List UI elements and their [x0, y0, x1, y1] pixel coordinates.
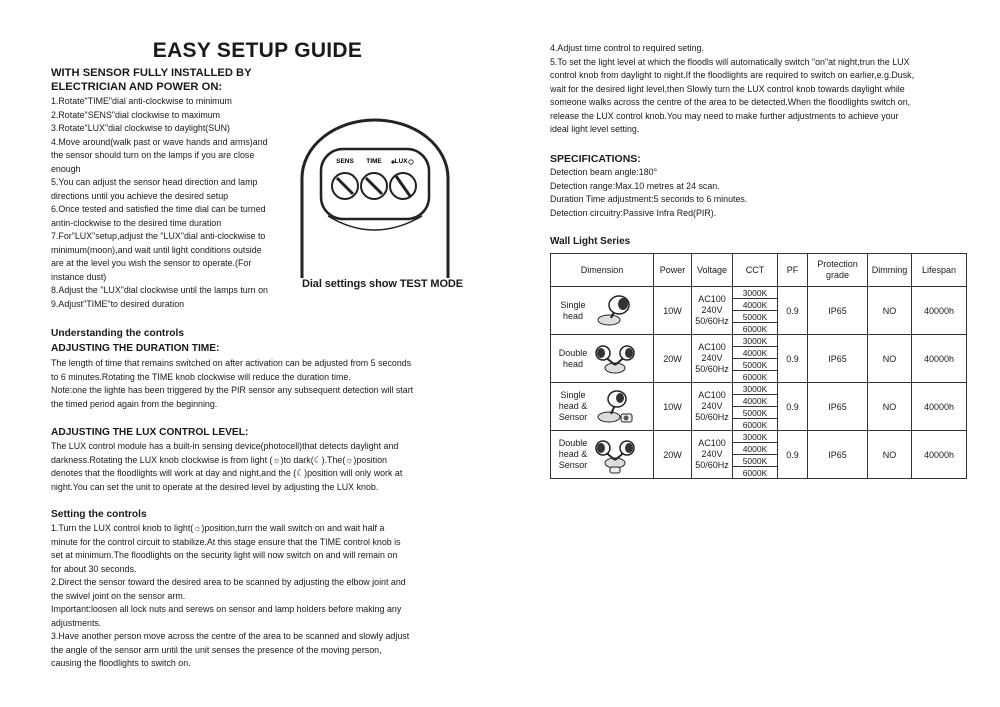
- text-line: 3.Have another person move across the centre of the area to be scanned and slowly adjust: [51, 631, 410, 641]
- lux-heading: ADJUSTING THE LUX CONTROL LEVEL:: [51, 427, 249, 438]
- duration-text: [51, 357, 413, 411]
- table-row: [551, 431, 967, 443]
- text-line: 2.Direct the sensor toward the desired area to be scanned by adjusting the elbow joint and: [51, 577, 406, 587]
- voltage-line: 240V: [701, 305, 723, 315]
- text-line: denotes that the floodlights will work at day and night,and the (☾)position will only work at: [51, 468, 403, 478]
- cell-cct: 4000K: [733, 395, 778, 407]
- text-line: 1.Turn the LUX control knob to light(☼)position,turn the wall switch on and wait half a: [51, 523, 385, 533]
- single-head-lamp-icon: [595, 290, 635, 332]
- header-voltage: Voltage: [692, 254, 733, 287]
- voltage-line: AC100: [698, 342, 726, 352]
- lux-text: [51, 440, 402, 494]
- lux-dial: [390, 173, 416, 199]
- text-line: 7.For"LUX"setup,adjust the "LUX"dial anti-clockwise to: [51, 231, 266, 241]
- cell-protection: IP65: [808, 383, 868, 431]
- voltage-line: AC100: [698, 294, 726, 304]
- cell-cct: 5000K: [733, 455, 778, 467]
- cell-pf: 0.9: [778, 287, 808, 335]
- page-title: EASY SETUP GUIDE: [152, 39, 363, 62]
- cell-lifespan: 40000h: [912, 335, 967, 383]
- sun-icon: [391, 160, 394, 163]
- cell-voltage: [692, 287, 733, 335]
- header-lifespan: Lifespan: [912, 254, 967, 287]
- cell-pf: 0.9: [778, 335, 808, 383]
- text-line: Detection circuitry:Passive Infra Red(PIR).: [550, 207, 717, 218]
- understanding-heading: Understanding the controls: [51, 328, 185, 339]
- text-line: Important:loosen all lock nuts and serews on sensor and lamp holders before making any: [51, 604, 402, 614]
- cell-pf: 0.9: [778, 383, 808, 431]
- cell-cct: 6000K: [733, 323, 778, 335]
- dimension-label: Double head: [558, 347, 588, 369]
- voltage-line: 240V: [701, 401, 723, 411]
- cell-protection: IP65: [808, 431, 868, 479]
- continued-steps: [550, 42, 914, 137]
- cell-cct: 6000K: [733, 467, 778, 479]
- header-power: Power: [654, 254, 692, 287]
- cell-dimming: NO: [868, 335, 912, 383]
- cell-protection: IP65: [808, 335, 868, 383]
- sensor-dial-illustration: [296, 116, 454, 278]
- text-line: Detection beam angle:180°: [550, 167, 658, 177]
- wall-light-table: [550, 253, 967, 479]
- voltage-line: 50/60Hz: [695, 364, 729, 374]
- setting-text: [51, 522, 409, 671]
- text-line: 5.To set the light level at which the floodls will automatically switch "on"at night,trun the LUX: [550, 56, 910, 67]
- cell-dimension: [551, 287, 654, 335]
- cell-cct: 5000K: [733, 407, 778, 419]
- dimension-label: Double head & Sensor: [558, 438, 588, 470]
- cell-power: 10W: [654, 287, 692, 335]
- text-line: the swivel joint on the sensor arm.: [51, 590, 186, 601]
- single-head-sensor-lamp-icon: [595, 386, 635, 428]
- text-line: the angle of the sensor arm until the unit senses the presence of the moving person,: [51, 644, 382, 655]
- specifications-list: [550, 166, 747, 220]
- text-line: Detection range:Max.10 metres at 24 scan.: [550, 180, 720, 191]
- double-head-lamp-icon: [595, 338, 635, 380]
- text-line: 5.You can adjust the sensor head direction and lamp: [51, 177, 258, 187]
- text-line: 6.Once tested and satisfied the time dial can be turned: [51, 204, 266, 214]
- text-line: adjustments.: [51, 617, 102, 628]
- cell-cct: 5000K: [733, 311, 778, 323]
- dial-caption: Dial settings show TEST MODE: [302, 278, 463, 290]
- text-line: 1.Rotate"TIME"dial anti-clockwise to minimum: [51, 96, 232, 106]
- text-line: set at minimum.The floodlights on the security light will now switch on and will remain on: [51, 550, 398, 560]
- text-line: The length of time that remains switched on after activation can be adjusted from 5 seconds: [51, 358, 412, 368]
- text-line: Duration Time adjustment:5 seconds to 6 minutes.: [550, 194, 748, 204]
- voltage-line: 50/60Hz: [695, 412, 729, 422]
- header-pf: PF: [778, 254, 808, 287]
- cell-power: 20W: [654, 431, 692, 479]
- text-line: someone walks across the centre of the area to be detected.When the floodlights switch on,: [550, 97, 911, 107]
- voltage-line: AC100: [698, 390, 726, 400]
- cell-cct: 3000K: [733, 383, 778, 395]
- text-line: night.You can set the unit to operate at the desired level by adjusting the LUX knob.: [51, 481, 379, 492]
- voltage-line: 50/60Hz: [695, 460, 729, 470]
- text-line: to 6 minutes.Rotating the TIME knob clockwise will reduce the duration time.: [51, 371, 351, 382]
- text-line: the timed period again from the beginning.: [51, 398, 218, 409]
- time-label: TIME: [366, 158, 382, 165]
- cell-cct: 6000K: [733, 419, 778, 431]
- cell-dimension: [551, 431, 654, 479]
- double-head-sensor-lamp-icon: [595, 434, 635, 476]
- cell-dimension: [551, 335, 654, 383]
- text-line: 4.Adjust time control to required seting.: [550, 43, 704, 53]
- header-protection: Protection grade: [808, 254, 868, 287]
- cell-voltage: [692, 383, 733, 431]
- cell-voltage: [692, 431, 733, 479]
- text-line: 4.Move around(walk past or wave hands and arms)and: [51, 136, 268, 147]
- text-line: Note:one the lighte has been triggered by the PIR sensor any subsequent detection will start: [51, 385, 414, 395]
- cell-power: 20W: [654, 335, 692, 383]
- cell-dimension: [551, 383, 654, 431]
- intro-heading-line: WITH SENSOR FULLY INSTALLED BY: [51, 67, 252, 79]
- text-line: wait for the desired light level,then Slowly turn the LUX control knob towards daylight while: [550, 83, 905, 94]
- cell-pf: 0.9: [778, 431, 808, 479]
- series-heading: Wall Light Series: [550, 236, 631, 247]
- text-line: causing the floodlights to switch on.: [51, 658, 191, 668]
- header-dimming: Dimming: [868, 254, 912, 287]
- dimension-label: Single head & Sensor: [558, 390, 588, 422]
- text-line: for about 30 seconds.: [51, 563, 137, 574]
- text-line: ideal light level setting.: [550, 124, 640, 134]
- sens-dial: [332, 173, 358, 199]
- text-line: control knob from daylight to night.If the floodlights are required to switch on earlier,e.g.Dusk,: [550, 70, 915, 80]
- text-line: enough: [51, 163, 81, 174]
- cell-protection: IP65: [808, 287, 868, 335]
- cell-cct: 5000K: [733, 359, 778, 371]
- intro-heading-line: ELECTRICIAN AND POWER ON:: [51, 81, 223, 93]
- voltage-line: 240V: [701, 449, 723, 459]
- table-row: [551, 383, 967, 395]
- text-line: antin-clockwise to the desired time duration: [51, 217, 222, 228]
- setup-steps: [51, 95, 268, 311]
- voltage-line: AC100: [698, 438, 726, 448]
- cell-voltage: [692, 335, 733, 383]
- text-line: release the LUX control knob.You may need to make further adjustments to achieve your: [550, 110, 899, 121]
- cell-lifespan: 40000h: [912, 431, 967, 479]
- dimension-label: Single head: [560, 299, 586, 321]
- cell-dimming: NO: [868, 383, 912, 431]
- cell-lifespan: 40000h: [912, 383, 967, 431]
- cell-dimming: NO: [868, 431, 912, 479]
- text-line: minute for the control circuit to stabilize.At this stage ensure that the TIME control knob is: [51, 536, 401, 547]
- voltage-line: 240V: [701, 353, 723, 363]
- table-header-row: [551, 254, 967, 287]
- cell-cct: 4000K: [733, 347, 778, 359]
- text-line: The LUX control module has a built-in sensing device(photocell)that detects daylight and: [51, 441, 399, 451]
- text-line: directions until you achieve the desired setup: [51, 190, 229, 201]
- lux-label: LUX: [394, 158, 408, 165]
- table-row: [551, 287, 967, 299]
- specifications-heading: SPECIFICATIONS:: [550, 153, 641, 165]
- text-line: 8.Adjust the "LUX"dial clockwise until the lamps turn on: [51, 285, 268, 295]
- left-page: [0, 0, 470, 707]
- cell-cct: 3000K: [733, 335, 778, 347]
- cell-lifespan: 40000h: [912, 287, 967, 335]
- text-line: 2.Rotate"SENS"dial clockwise to maximum: [51, 109, 221, 120]
- header-cct: CCT: [733, 254, 778, 287]
- text-line: are at the level you wish the sensor to operate.(For: [51, 258, 252, 268]
- cell-cct: 3000K: [733, 287, 778, 299]
- text-line: 9.Adjust"TIME"to desired duration: [51, 298, 185, 309]
- text-line: minimum(moon),and wait until light conditions outside: [51, 244, 262, 255]
- cell-cct: 3000K: [733, 431, 778, 443]
- cell-power: 10W: [654, 383, 692, 431]
- voltage-line: 50/60Hz: [695, 316, 729, 326]
- sens-label: SENS: [336, 158, 354, 165]
- table-row: [551, 335, 967, 347]
- header-dimension: Dimension: [551, 254, 654, 287]
- text-line: 3.Rotate"LUX"dial clockwise to daylight(SUN): [51, 123, 230, 133]
- cell-cct: 4000K: [733, 443, 778, 455]
- cell-cct: 4000K: [733, 299, 778, 311]
- intro-heading: [51, 66, 252, 94]
- text-line: darkness.Rotating the LUX knob clockwise is from light (☼)to dark(☾).The(☼)position: [51, 454, 387, 465]
- text-line: instance dust): [51, 271, 107, 282]
- text-line: the sensor should turn on the lamps if you are close: [51, 150, 255, 160]
- duration-subheading: ADJUSTING THE DURATION TIME:: [51, 343, 220, 354]
- setting-heading: Setting the controls: [51, 509, 147, 520]
- cell-cct: 6000K: [733, 371, 778, 383]
- cell-dimming: NO: [868, 287, 912, 335]
- time-dial: [361, 173, 387, 199]
